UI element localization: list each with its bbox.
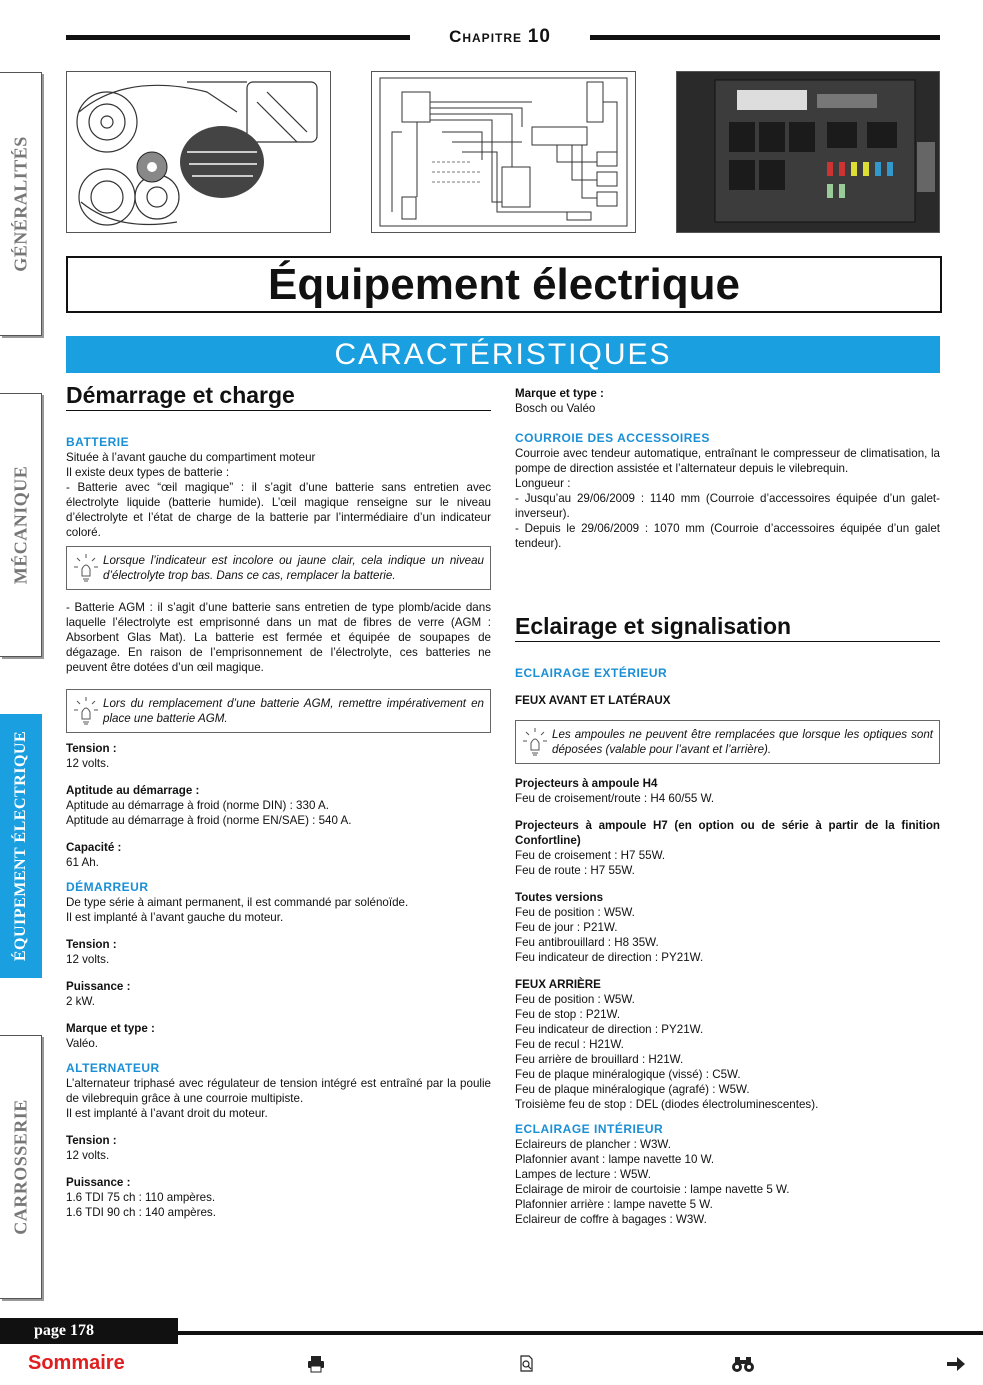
batterie-text-4: - Batterie AGM : il s’agit d’une batterie sans entretien de type plomb/acide dans laquelle l’électrolyte est emprisonné dans un mat de fibres de verre (AGM : Absorbent Glas Mat). La batterie est fermée et équipée de soupapes de dégazage. En raison de l’emprisonnement de l’électrolyte, ces batteries ne peuvent être dotées d’un œil magique. bbox=[66, 601, 491, 674]
header-rule-left bbox=[66, 35, 410, 40]
heading-courroie bbox=[515, 431, 940, 446]
section-heading-eclairage: Eclairage et signalisation bbox=[515, 613, 940, 642]
courroie-text-1: Courroie avec tendeur automatique, entraînant le compresseur de climatisation, la pompe de direction assistée et l’alternateur depuis le vilebrequin. bbox=[515, 447, 940, 475]
note-2-text: Lors du remplacement d’une batterie AGM, remettre impérativement en place une batterie AGM. bbox=[103, 697, 484, 725]
h7-value-2: Feu de route : H7 55W. bbox=[515, 864, 635, 877]
h4-label: Projecteurs à ampoule H4 bbox=[515, 777, 658, 790]
arr-value-2: Feu de stop : P21W. bbox=[515, 1008, 621, 1021]
chapter-label: Chapitre bbox=[449, 27, 523, 46]
heading-alternateur bbox=[66, 1061, 491, 1076]
arr-value-7: Feu de plaque minéralogique (agrafé) : W5W. bbox=[515, 1083, 750, 1096]
tab-generalites[interactable] bbox=[0, 72, 42, 336]
alternator-illustration bbox=[66, 71, 331, 233]
tab-carrosserie[interactable] bbox=[0, 1035, 42, 1299]
fuse-box-photo bbox=[676, 71, 940, 233]
left-column bbox=[66, 382, 491, 1220]
d-puissance-value: 2 kW. bbox=[66, 995, 95, 1008]
toutes-versions-label: Toutes versions bbox=[515, 891, 604, 904]
arr-value-3: Feu indicateur de direction : PY21W. bbox=[515, 1023, 704, 1036]
d-marque-value: Valéo. bbox=[66, 1037, 99, 1050]
wiring-diagram-illustration bbox=[371, 71, 636, 233]
a-puissance-value-1: 1.6 TDI 75 ch : 110 ampères. bbox=[66, 1191, 216, 1204]
heading-int-text: ECLAIRAGE INTÉRIEUR bbox=[515, 1122, 664, 1136]
h7-label: Projecteurs à ampoule H7 (en option ou de série à partir de la finition Confortline) bbox=[515, 819, 940, 847]
d-tension-label: Tension : bbox=[66, 938, 117, 951]
page-number: page 178 bbox=[34, 1322, 94, 1339]
tab-carrosserie-label: CARROSSERIE bbox=[10, 1099, 30, 1235]
a-tension-label: Tension : bbox=[66, 1134, 117, 1147]
heading-eclairage-exterieur bbox=[515, 666, 940, 681]
note-box-3 bbox=[515, 720, 940, 764]
lightbulb-icon bbox=[522, 727, 548, 757]
lightbulb-icon bbox=[73, 696, 99, 726]
tv-value-2: Feu de jour : P21W. bbox=[515, 921, 618, 934]
demarreur-text-1: De type série à aimant permanent, il est commandé par solénoïde. bbox=[66, 896, 409, 909]
batterie-text-1: Située à l’avant gauche du compartiment moteur bbox=[66, 451, 316, 464]
capacite-label: Capacité : bbox=[66, 841, 122, 854]
heading-courroie-text: COURROIE DES ACCESSOIRES bbox=[515, 431, 710, 445]
lightbulb-icon bbox=[73, 553, 99, 583]
capacite-value: 61 Ah. bbox=[66, 856, 99, 869]
heading-batterie bbox=[66, 435, 491, 450]
heading-demarreur-text: DÉMARREUR bbox=[66, 880, 149, 894]
int-value-1: Eclaireurs de plancher : W3W. bbox=[515, 1138, 671, 1151]
tab-generalites-label: GÉNÉRALITÉS bbox=[10, 136, 30, 272]
d-puissance-label: Puissance : bbox=[66, 980, 131, 993]
d-tension-value: 12 volts. bbox=[66, 953, 110, 966]
next-arrow-icon[interactable] bbox=[946, 1355, 966, 1378]
tension-label: Tension : bbox=[66, 742, 117, 755]
header-rule-right bbox=[590, 35, 940, 40]
batterie-text-3: - Batterie avec “œil magique” : il s’agit d’une batterie sans entretien avec électrolyte liquide (batterie humide). L’œil magique renseigne sur le niveau d’électrolyte et l’état de charge de la batterie par l’intermédiaire d’un indicateur coloré. bbox=[66, 481, 491, 539]
batterie-text-2: Il existe deux types de batterie : bbox=[66, 466, 230, 479]
page-title: Équipement électrique bbox=[66, 256, 942, 313]
a-tension-value: 12 volts. bbox=[66, 1149, 110, 1162]
int-value-3: Lampes de lecture : W5W. bbox=[515, 1168, 651, 1181]
binoculars-icon[interactable] bbox=[731, 1355, 755, 1378]
tab-equipement-label: ÉQUIPEMENT ÉLECTRIQUE bbox=[11, 730, 29, 962]
section-heading-demarrage: Démarrage et charge bbox=[66, 382, 491, 411]
sommaire-link[interactable]: Sommaire bbox=[28, 1352, 125, 1374]
arr-value-5: Feu arrière de brouillard : H21W. bbox=[515, 1053, 684, 1066]
search-document-icon[interactable] bbox=[519, 1355, 535, 1378]
a-puissance-value-2: 1.6 TDI 90 ch : 140 ampères. bbox=[66, 1206, 216, 1219]
marque-label: Marque et type : bbox=[515, 387, 604, 400]
a-puissance-label: Puissance : bbox=[66, 1176, 131, 1189]
tab-equipement-electrique[interactable] bbox=[0, 714, 42, 978]
note-box-1 bbox=[66, 546, 491, 590]
arr-value-1: Feu de position : W5W. bbox=[515, 993, 635, 1006]
tv-value-3: Feu antibrouillard : H8 35W. bbox=[515, 936, 659, 949]
feux-arriere-label: FEUX ARRIÈRE bbox=[515, 978, 601, 991]
heading-eclairage-interieur bbox=[515, 1122, 940, 1137]
footer-rule bbox=[178, 1331, 983, 1335]
heading-alternateur-text: ALTERNATEUR bbox=[66, 1061, 160, 1075]
d-marque-label: Marque et type : bbox=[66, 1022, 155, 1035]
arr-value-6: Feu de plaque minéralogique (vissé) : C5W. bbox=[515, 1068, 741, 1081]
page-number-bar bbox=[0, 1318, 178, 1344]
note-1-text: Lorsque l’indicateur est incolore ou jaune clair, cela indique un niveau d’électrolyte trop bas. Dans ce cas, remplacer la batterie. bbox=[103, 554, 484, 582]
chapter-number: 10 bbox=[527, 26, 551, 47]
tab-mecanique-label: MÉCANIQUE bbox=[10, 465, 30, 585]
courroie-text-4: - Depuis le 29/06/2009 : 1070 mm (Courroie d’accessoires équipée d’un galet tendeur). bbox=[515, 522, 940, 550]
aptitude-value-1: Aptitude au démarrage à froid (norme DIN) : 330 A. bbox=[66, 799, 329, 812]
int-value-4: Eclairage de miroir de courtoisie : lampe navette 5 W. bbox=[515, 1183, 790, 1196]
print-icon[interactable] bbox=[306, 1355, 326, 1378]
demarreur-text-2: Il est implanté à l’avant gauche du moteur. bbox=[66, 911, 284, 924]
h7-value-1: Feu de croisement : H7 55W. bbox=[515, 849, 666, 862]
heading-demarreur bbox=[66, 880, 491, 895]
right-column bbox=[515, 386, 940, 1227]
alternateur-text-2: Il est implanté à l’avant droit du moteur. bbox=[66, 1107, 268, 1120]
int-value-2: Plafonnier avant : lampe navette 10 W. bbox=[515, 1153, 715, 1166]
chapter-title bbox=[412, 26, 588, 48]
aptitude-label: Aptitude au démarrage : bbox=[66, 784, 200, 797]
marque-value: Bosch ou Valéo bbox=[515, 402, 596, 415]
tv-value-1: Feu de position : W5W. bbox=[515, 906, 635, 919]
tab-mecanique[interactable] bbox=[0, 393, 42, 657]
heading-batterie-text: BATTERIE bbox=[66, 435, 130, 449]
courroie-text-3: - Jusqu’au 29/06/2009 : 1140 mm (Courroie d’accessoires équipée d’un galet-inverseur). bbox=[515, 492, 940, 520]
aptitude-value-2: Aptitude au démarrage à froid (norme EN/SAE) : 540 A. bbox=[66, 814, 352, 827]
int-value-5: Plafonnier arrière : lampe navette 5 W. bbox=[515, 1198, 713, 1211]
feux-avant-heading: FEUX AVANT ET LATÉRAUX bbox=[515, 694, 671, 707]
note-box-2 bbox=[66, 689, 491, 733]
tension-value: 12 volts. bbox=[66, 757, 110, 770]
tv-value-4: Feu indicateur de direction : PY21W. bbox=[515, 951, 704, 964]
alternateur-text-1: L’alternateur triphasé avec régulateur de tension intégré est entraîné par la poulie de vilebrequin grâce à une courroie multipiste. bbox=[66, 1077, 491, 1105]
note-3-text: Les ampoules ne peuvent être remplacées que lorsque les optiques sont déposées (valable pour l’avant et l’arrière). bbox=[552, 728, 933, 756]
int-value-6: Eclaireur de coffre à bagages : W3W. bbox=[515, 1213, 707, 1226]
heading-ext-text: ECLAIRAGE EXTÉRIEUR bbox=[515, 666, 668, 680]
section-banner: CARACTÉRISTIQUES bbox=[66, 336, 940, 373]
arr-value-8: Troisième feu de stop : DEL (diodes électroluminescentes). bbox=[515, 1098, 819, 1111]
arr-value-4: Feu de recul : H21W. bbox=[515, 1038, 624, 1051]
courroie-text-2: Longueur : bbox=[515, 477, 571, 490]
h4-value: Feu de croisement/route : H4 60/55 W. bbox=[515, 792, 715, 805]
